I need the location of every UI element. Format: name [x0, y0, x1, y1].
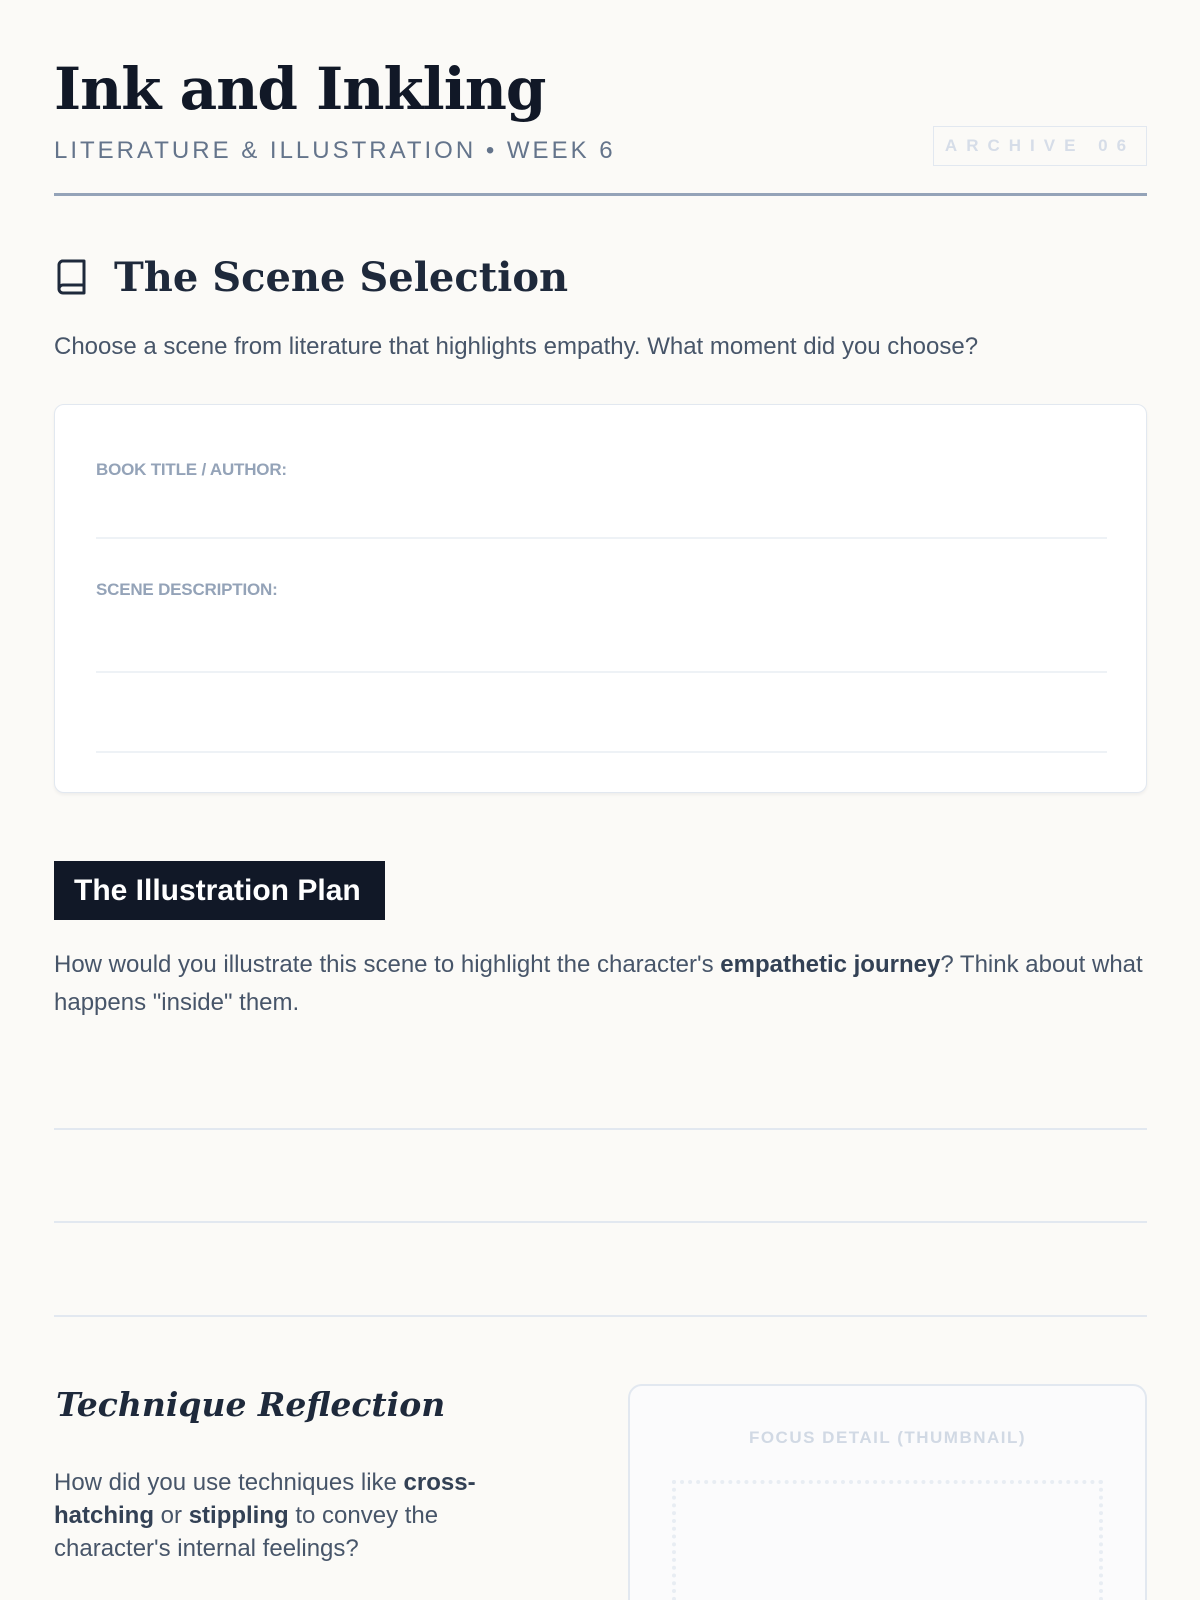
thumbnail-label: FOCUS DETAIL (THUMBNAIL) — [748, 1428, 1027, 1447]
prompt-emphasis: stippling — [188, 1502, 289, 1529]
thumbnail-box — [628, 1384, 1147, 1600]
scene-details-card — [54, 404, 1147, 793]
scene-selection-title: The Scene Selection — [114, 254, 569, 301]
prompt-text: ? Think about what happens "inside" them. — [54, 951, 1143, 1016]
scene-description-label: SCENE DESCRIPTION: — [96, 580, 278, 599]
prompt-emphasis: empathetic journey — [720, 951, 941, 978]
scene-description-line[interactable] — [96, 751, 1107, 753]
thumbnail-drawing-area[interactable] — [672, 1480, 1103, 1600]
prompt-text: or — [154, 1502, 189, 1529]
header-divider — [54, 193, 1147, 196]
technique-reflection-title: Technique Reflection — [56, 1385, 446, 1424]
answer-line[interactable] — [54, 1315, 1147, 1317]
archive-badge: ARCHIVE 06 — [933, 126, 1147, 166]
scene-selection-prompt: Choose a scene from literature that highlights empathy. What moment did you choose? — [54, 333, 979, 360]
scene-description-line[interactable] — [96, 671, 1107, 673]
page-subtitle: LITERATURE & ILLUSTRATION • WEEK 6 — [54, 137, 616, 164]
book-title-author-line[interactable] — [96, 537, 1107, 539]
prompt-text: to convey the character's internal feelings? — [54, 1502, 439, 1562]
illustration-plan-prompt — [54, 946, 1147, 1022]
prompt-text: How did you use techniques like — [54, 1469, 404, 1496]
answer-line[interactable] — [54, 1128, 1147, 1130]
answer-line[interactable] — [54, 1221, 1147, 1223]
book-title-author-label: BOOK TITLE / AUTHOR: — [96, 460, 287, 479]
worksheet-page — [54, 0, 1147, 1600]
prompt-text: How would you illustrate this scene to highlight the character's — [54, 951, 721, 978]
prompt-emphasis: cross-hatching — [54, 1469, 476, 1529]
illustration-plan-title: The Illustration Plan — [54, 861, 385, 920]
page-title: Ink and Inkling — [54, 55, 546, 123]
technique-reflection-prompt — [54, 1466, 524, 1565]
book-icon — [56, 258, 88, 296]
